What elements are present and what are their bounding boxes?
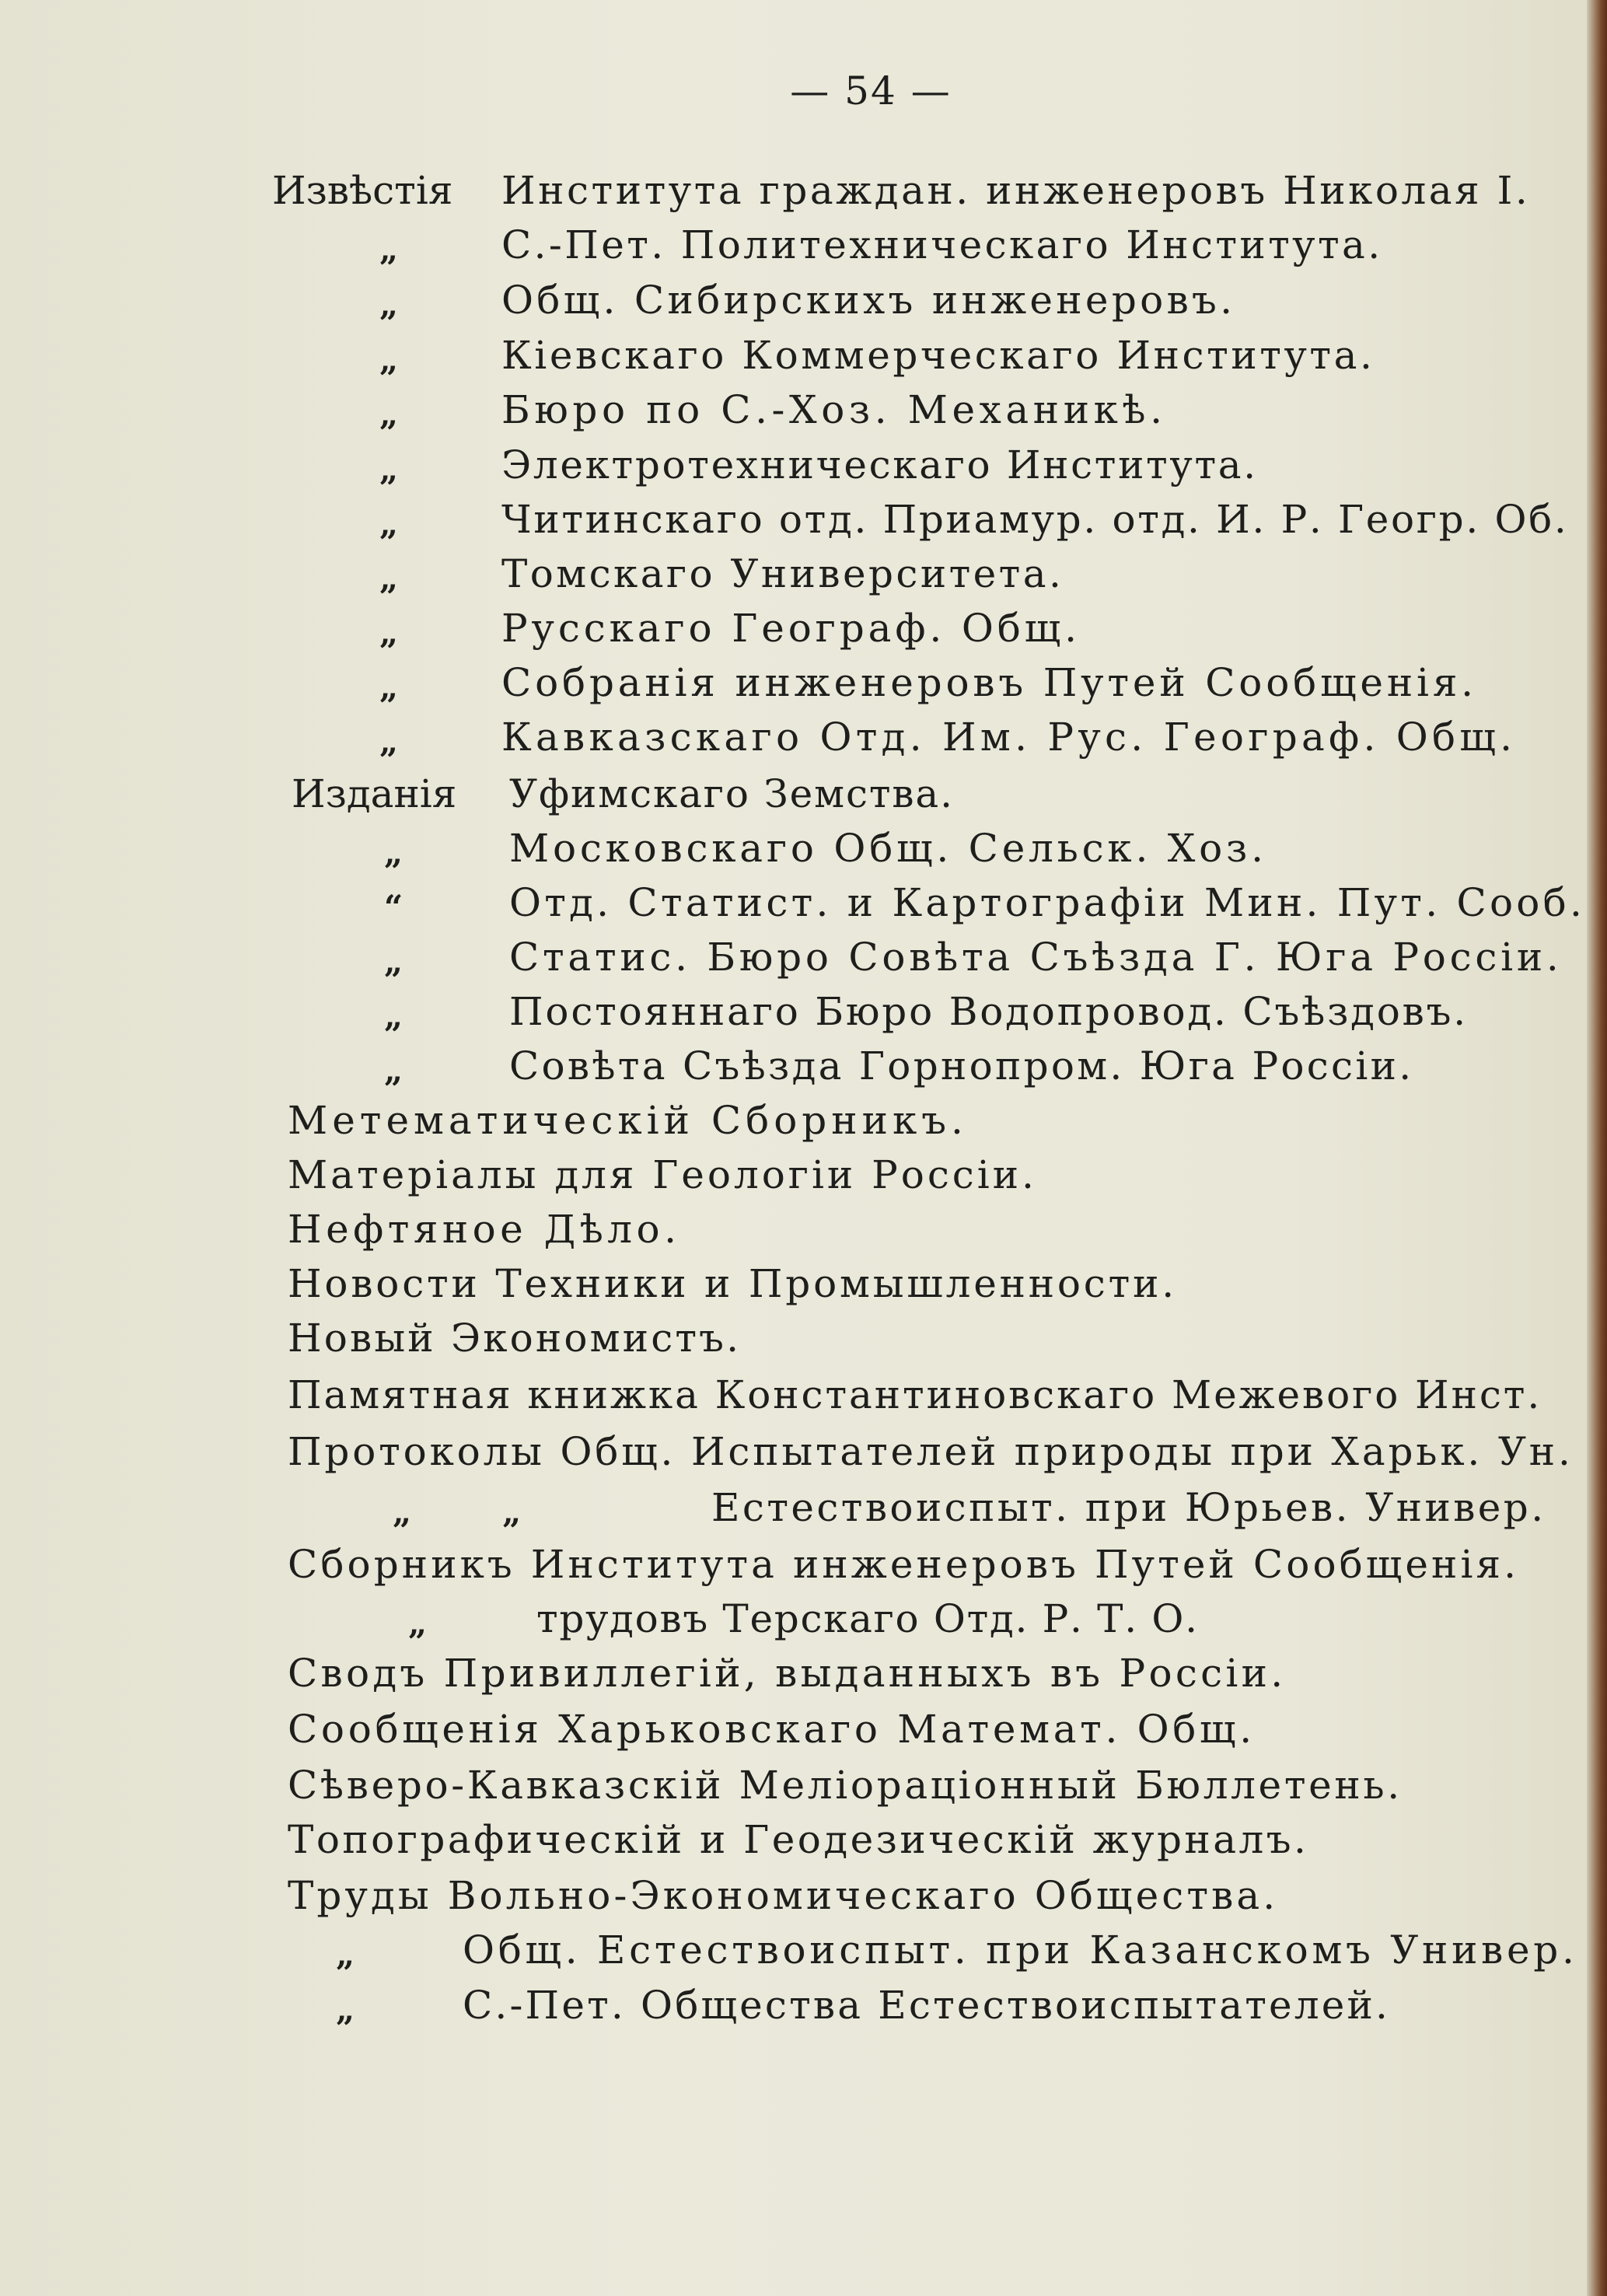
entry-text: Уфимскаго Земства. (509, 771, 954, 816)
entry-text: Сѣверо-Кавказскій Меліораціонный Бюллетень. (288, 1763, 1403, 1808)
ditto-mark: „ (379, 285, 399, 323)
ditto-mark: „ (379, 668, 399, 706)
entry-text: Памятная книжка Константиновскаго Межевого Инст. (288, 1372, 1542, 1417)
ditto-mark: „ (379, 559, 399, 597)
entry-text: Естествоиспыт. при Юрьев. Универ. (711, 1485, 1546, 1530)
ditto-mark: „ (379, 722, 399, 760)
entry-text: Сводъ Привиллегій, выданныхъ въ Россіи. (288, 1651, 1287, 1696)
entry-text: Собранія инженеровъ Путей Сообщенія. (501, 660, 1477, 705)
entry-text: Кавказскаго Отд. Им. Рус. Географ. Общ. (501, 715, 1517, 760)
entry-text: Отд. Статист. и Картографіи Мин. Пут. Сооб. (509, 880, 1586, 925)
entry-text: Нефтяное Дѣло. (288, 1207, 681, 1252)
ditto-mark: „ (408, 1604, 428, 1642)
ditto-mark: „ (379, 341, 399, 379)
page-number: — 54 — (790, 68, 952, 114)
entry-text: Общ. Естествоиспыт. при Казанскомъ Универ. (463, 1927, 1578, 1973)
entry-text: Кіевскаго Коммерческаго Института. (501, 333, 1375, 378)
entry-text: С.-Пет. Общества Естествоиспытателей. (463, 1983, 1391, 2028)
entry-text: Сообщенія Харьковскаго Математ. Общ. (288, 1707, 1256, 1752)
entry-text: Метематическій Сборникъ. (288, 1098, 968, 1143)
ditto-mark: „ „ (393, 1493, 522, 1531)
ditto-mark: „ (384, 833, 403, 872)
entry-text: Томскаго Университета. (501, 551, 1064, 596)
entry-text: С.-Пет. Политехническаго Института. (501, 222, 1383, 267)
ditto-mark: „ (379, 395, 399, 433)
entry-text: Московскаго Общ. Сельск. Хоз. (509, 826, 1267, 871)
ditto-mark: „ (384, 1051, 403, 1089)
entry-text: Совѣта Съѣзда Горнопром. Юга Россіи. (509, 1043, 1414, 1089)
ditto-mark: „ (379, 450, 399, 488)
entry-lead-word: Изданія (292, 771, 457, 816)
entry-text: Статис. Бюро Совѣта Съѣзда Г. Юга Россіи. (509, 935, 1563, 980)
ditto-mark: „ (336, 1990, 355, 2029)
entry-text: Топографическій и Геодезическій журналъ. (288, 1817, 1309, 1862)
ditto-mark: „ (379, 505, 399, 543)
ditto-mark: „ (379, 230, 399, 268)
entry-text: Новый Экономистъ. (288, 1316, 742, 1361)
ditto-mark: „ (384, 997, 403, 1035)
ditto-mark: “ (384, 888, 403, 926)
ditto-mark: „ (379, 613, 399, 652)
entry-text: Сборникъ Института инженеровъ Путей Сообщенія. (288, 1542, 1520, 1587)
entry-text: Протоколы Общ. Испытателей природы при Харьк. Ун. (288, 1429, 1574, 1474)
entry-text: Новости Техники и Промышленности. (288, 1261, 1177, 1306)
entry-text: Постояннаго Бюро Водопровод. Съѣздовъ. (509, 989, 1468, 1034)
entry-text: Бюро по С.-Хоз. Механикѣ. (501, 387, 1167, 432)
ditto-mark: „ (336, 1935, 355, 1973)
ditto-mark: „ (384, 942, 403, 980)
entry-text: Электротехническаго Института. (501, 442, 1258, 488)
entry-text: Русскаго Географ. Общ. (501, 606, 1081, 651)
entry-text: трудовъ Терскаго Отд. Р. Т. О. (536, 1596, 1199, 1641)
entry-text: Матеріалы для Геологіи Россіи. (288, 1152, 1037, 1197)
entry-text: Читинскаго отд. Приамур. отд. И. Р. Геогр. Об. (501, 497, 1569, 542)
book-spine-edge (1587, 0, 1607, 2296)
entry-text: Института граждан. инженеровъ Николая I. (501, 168, 1531, 213)
entry-lead-word: Извѣстія (272, 168, 453, 213)
entry-text: Труды Вольно-Экономическаго Общества. (288, 1873, 1279, 1918)
entry-text: Общ. Сибирскихъ инженеровъ. (501, 278, 1236, 323)
